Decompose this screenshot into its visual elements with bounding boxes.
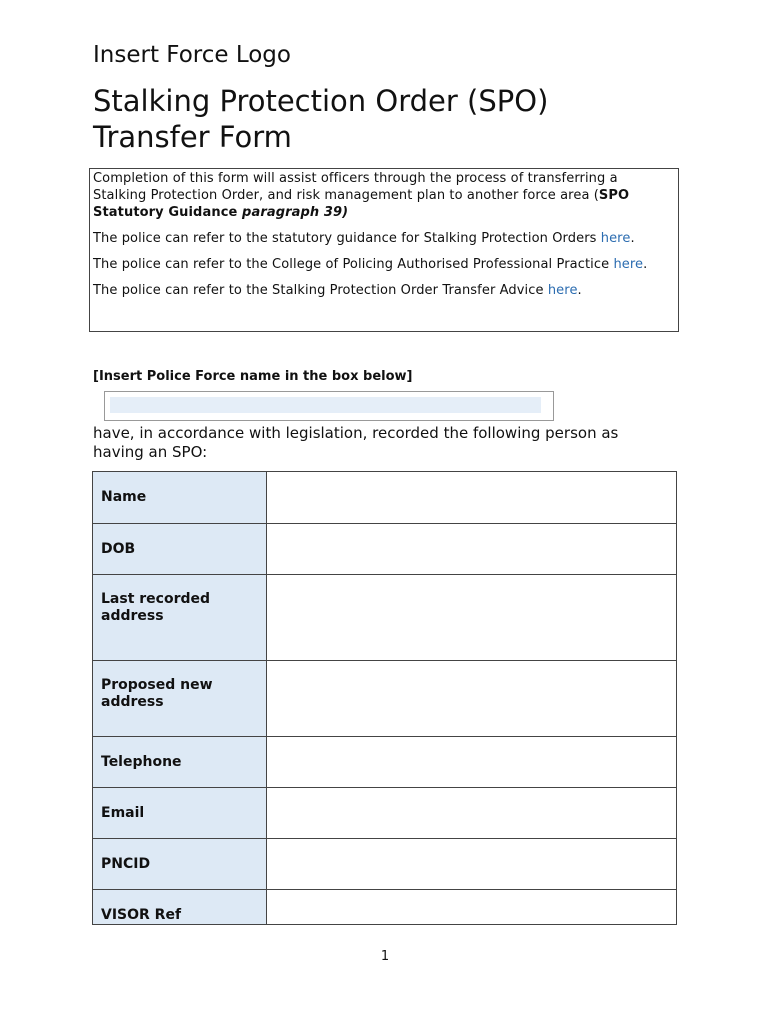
person-details-table [92,471,677,925]
table-row [93,890,677,925]
intro-paragraph-2 [93,230,674,247]
new-address-field[interactable] [267,661,677,737]
email-field[interactable] [267,788,677,839]
last-address-field[interactable] [267,575,677,661]
force-name-label: [Insert Police Force name in the box below] [93,369,413,384]
guidance-reference: SPO Statutory Guidance [93,188,630,220]
app-text: The police can refer to the College of Policing Authorised Professional Practice [93,257,614,272]
transfer-advice-link[interactable]: here [547,283,578,298]
table-row [93,524,677,575]
table-row [93,661,677,737]
intro-text: Completion of this form will assist officers through the process of transferring a Stalking Protection Order, and risk management plan to another force area ( [93,171,618,203]
telephone-field[interactable] [267,737,677,788]
lead-text: have, in accordance with legislation, recorded the following person as having an SPO: [93,424,619,461]
title-line-2: Transfer Form [93,120,292,154]
period: . [577,283,582,298]
intro-box [89,168,679,332]
transfer-advice-text: The police can refer to the Stalking Protection Order Transfer Advice [93,283,548,298]
force-name-input[interactable] [110,397,541,413]
statutory-guidance-text: The police can refer to the statutory guidance for Stalking Protection Orders [93,231,601,246]
visor-ref-label: VISOR Ref [93,890,267,925]
intro-paragraph-4 [93,282,674,299]
dob-label: DOB [93,524,267,575]
statutory-guidance-link[interactable]: here [600,231,631,246]
new-address-label: Proposed new address [93,661,267,737]
dob-field[interactable] [267,524,677,575]
table-row [93,472,677,524]
pncid-field[interactable] [267,839,677,890]
intro-paragraph-1 [93,170,674,221]
table-row [93,575,677,661]
name-label: Name [93,472,267,524]
intro-paragraph-3 [93,256,674,273]
guidance-paragraph: paragraph 39) [242,205,349,220]
force-name-box [104,391,554,421]
title-line-1: Stalking Protection Order (SPO) [93,84,549,118]
page-number: 1 [380,949,390,964]
page-title [93,83,693,155]
last-address-label: Last recorded address [93,575,267,661]
app-link[interactable]: here [613,257,644,272]
table-row [93,788,677,839]
visor-ref-field[interactable] [267,890,677,925]
telephone-label: Telephone [93,737,267,788]
force-logo-placeholder: Insert Force Logo [93,42,291,68]
period: . [630,231,635,246]
table-row [93,839,677,890]
pncid-label: PNCID [93,839,267,890]
email-label: Email [93,788,267,839]
table-row [93,737,677,788]
name-field[interactable] [267,472,677,524]
period: . [643,257,648,272]
